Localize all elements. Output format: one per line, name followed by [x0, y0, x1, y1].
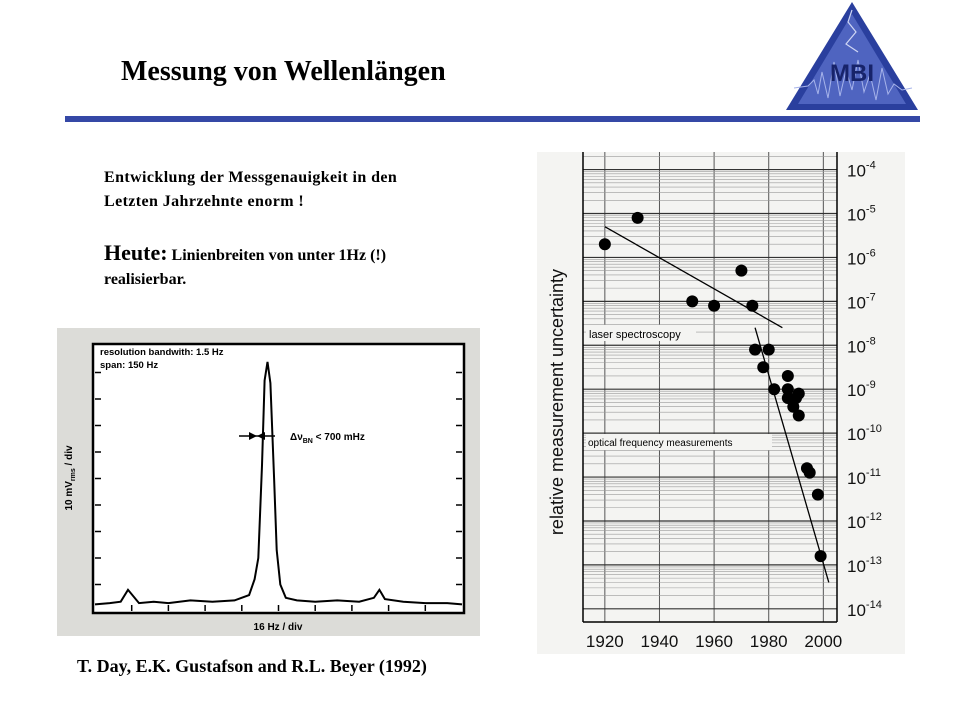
data-point — [749, 344, 761, 356]
x-tick-label: 1960 — [695, 632, 734, 651]
data-point — [815, 550, 827, 562]
intro-text — [104, 166, 494, 214]
x-tick-label: 1940 — [640, 632, 679, 651]
y-tick-label: $10^{-11}$ — [847, 467, 882, 489]
uncertainty-y-axis-label: relative measurement uncertainty — [547, 268, 567, 536]
data-point — [632, 212, 644, 224]
data-point — [746, 300, 758, 312]
title-divider — [65, 116, 920, 122]
data-point — [763, 344, 775, 356]
spectrum-annotation-span: span: 150 Hz — [100, 360, 159, 371]
heute-label: Heute: — [104, 240, 168, 265]
heute-text — [104, 241, 494, 292]
y-tick-label: $10^{-10}$ — [847, 423, 882, 445]
x-tick-label: 1920 — [585, 632, 624, 651]
data-point — [804, 467, 816, 479]
data-point — [757, 361, 769, 373]
x-tick-label: 1980 — [749, 632, 788, 651]
y-tick-label: $10^{-12}$ — [847, 510, 882, 532]
mbi-triangle-logo-icon — [784, 0, 921, 113]
y-tick-label: $10^{-14}$ — [847, 598, 882, 620]
data-point — [812, 489, 824, 501]
data-point — [708, 300, 720, 312]
spectrum-annotation-resolution: resolution bandwith: 1.5 Hz — [100, 347, 224, 358]
spectrum-chart — [57, 328, 480, 636]
data-point — [686, 295, 698, 307]
y-tick-label: $10^{-9}$ — [847, 379, 876, 401]
logo-text: MBI — [830, 60, 874, 87]
data-point — [782, 370, 794, 382]
heute-line-2: realisierbar. — [104, 271, 187, 288]
spectrum-x-axis-label: 16 Hz / div — [253, 622, 303, 633]
y-tick-label: $10^{-8}$ — [847, 335, 876, 357]
y-tick-label: $10^{-4}$ — [847, 159, 876, 181]
y-tick-label: $10^{-7}$ — [847, 291, 876, 313]
annotation-optical-frequency: optical frequency measurements — [588, 438, 733, 449]
intro-line-1: Entwicklung der Messgenauigkeit in den — [104, 169, 398, 186]
data-point — [599, 238, 611, 250]
data-point — [768, 383, 780, 395]
spectrum-y-axis-label: 10 $mV_{rms}$ / div — [64, 445, 77, 511]
y-tick-label: $10^{-13}$ — [847, 554, 882, 576]
x-tick-label: 2000 — [804, 632, 843, 651]
data-point — [735, 265, 747, 277]
data-point — [793, 388, 805, 400]
annotation-laser-spectroscopy: laser spectroscopy — [589, 329, 681, 341]
citation: T. Day, E.K. Gustafson and R.L. Beyer (1992) — [77, 656, 427, 676]
uncertainty-scan-background — [537, 152, 905, 654]
page-title: Messung von Wellenlängen — [121, 56, 446, 87]
intro-line-2: Letzten Jahrzehnte enorm ! — [104, 193, 305, 210]
uncertainty-chart — [537, 152, 905, 654]
heute-line-1: Linienbreiten von unter 1Hz (!) — [167, 247, 387, 264]
y-tick-label: $10^{-6}$ — [847, 247, 876, 269]
y-tick-label: $10^{-5}$ — [847, 203, 876, 225]
spectrum-peak-label: $\Delta\nu_{BN} < 700$ mHz — [290, 432, 365, 445]
data-point — [793, 410, 805, 422]
